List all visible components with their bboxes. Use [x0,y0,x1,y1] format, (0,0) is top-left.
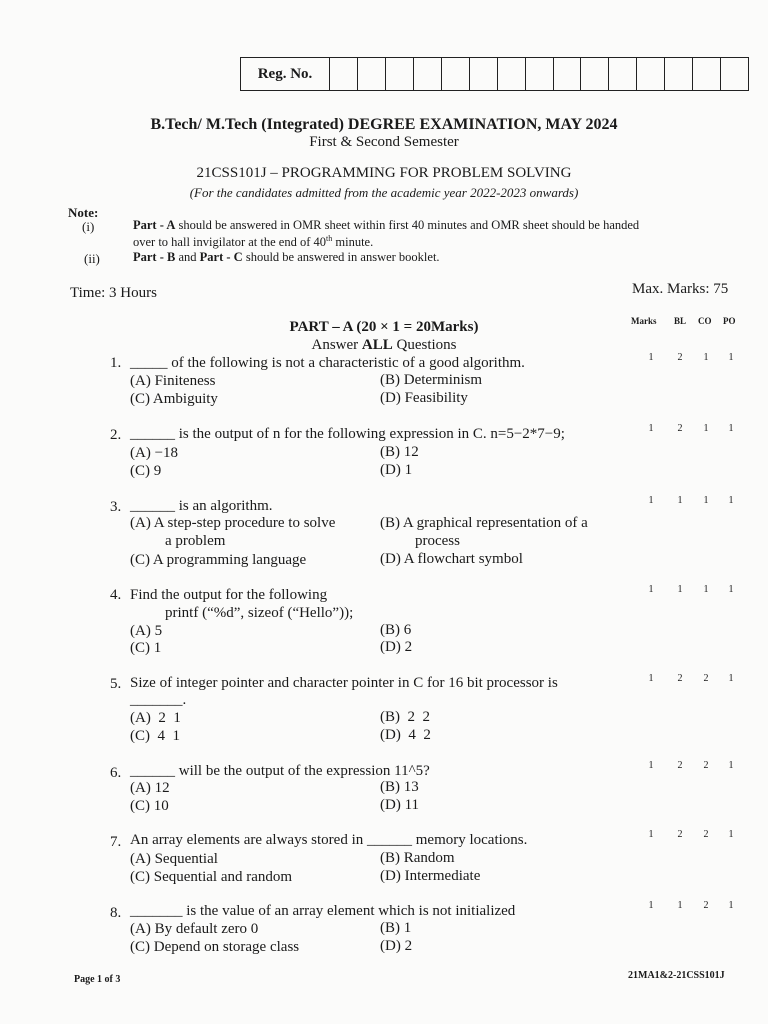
co-value: 1 [703,584,709,595]
option-c: (C) 4 1 [130,728,180,744]
paper-code: 21MA1&2-21CSS101J [628,970,725,981]
part-a-title: PART – A (20 × 1 = 20Marks) [289,319,479,335]
col-header-bl: BL [674,316,687,326]
note-2-part-c: Part - C [199,250,243,264]
po-value: 1 [728,760,734,771]
bl-value: 2 [677,673,683,684]
option-b: (B) 1 [380,920,412,936]
part-a-instr-c: Questions [392,337,457,353]
question-code: printf (“%d”, sizeof (“Hello”)); [165,605,354,621]
question-number: 7. [110,834,122,850]
question-text: ______ is the output of n for the following expression in C. n=5−2*7−9; [130,426,565,442]
reg-cell [721,58,748,90]
note-1-text: should be answered in OMR sheet within first 40 minutes and OMR sheet should be handed [175,218,640,232]
marks-value: 1 [648,673,654,684]
option-d: (D) 11 [380,797,420,813]
question-text: Find the output for the following [130,587,328,603]
po-value: 1 [728,829,734,840]
option-b: (B) 2 2 [380,709,430,725]
marks-value: 1 [648,829,654,840]
question-number: 3. [110,499,122,515]
question-number: 5. [110,676,122,692]
co-value: 1 [703,495,709,506]
option-b-continued: process [415,533,460,549]
co-value: 2 [703,900,709,911]
note-2-number: (ii) [84,251,100,266]
note-1-cont-a: over to hall invigilator at the end of 40 [133,235,327,250]
note-1 [133,218,639,233]
co-value: 2 [703,673,709,684]
co-value: 2 [703,829,709,840]
reg-cell [554,58,582,90]
marks-value: 1 [648,495,654,506]
note-2-and: and [175,250,200,264]
question-text: An array elements are always stored in ______ memory locations. [130,832,528,848]
note-2-text: should be answered in answer booklet. [242,250,440,264]
note-1-continued [133,234,373,250]
question-text: ______ will be the output of the expression 11^5? [130,763,430,779]
bl-value: 2 [677,423,683,434]
semester: First & Second Semester [309,134,459,150]
col-header-co: CO [698,316,712,326]
bl-value: 1 [677,900,683,911]
question-text: _______ is the value of an array element which is not initialized [130,903,516,919]
option-a: (A) Sequential [130,851,218,867]
col-header-marks: Marks [631,316,657,326]
reg-cell [526,58,554,90]
co-value: 2 [703,760,709,771]
option-a: (A) 12 [130,780,170,796]
note-1-cont-b: minute. [332,235,374,250]
question-text: Size of integer pointer and character pointer in C for 16 bit processor is [130,675,558,691]
note-1-sup: th [326,234,333,243]
reg-cell [693,58,721,90]
reg-cell [386,58,414,90]
po-value: 1 [728,673,734,684]
bl-value: 1 [677,584,683,595]
note-2 [133,250,440,265]
bl-value: 2 [677,760,683,771]
option-c: (C) 10 [130,798,169,814]
part-a-instr-a: Answer [311,337,362,353]
option-b: (B) 12 [380,444,419,460]
question-text: ______ is an algorithm. [130,498,273,514]
po-value: 1 [728,900,734,911]
marks-value: 1 [648,900,654,911]
reg-cell [442,58,470,90]
option-d: (D) 4 2 [380,727,431,743]
marks-value: 1 [648,584,654,595]
option-a: (A) −18 [130,445,179,461]
option-c: (C) Ambiguity [130,391,218,407]
po-value: 1 [728,495,734,506]
option-d: (D) A flowchart symbol [380,551,523,567]
option-c: (C) Sequential and random [130,869,293,885]
option-c: (C) A programming language [130,552,307,568]
option-c: (C) 9 [130,463,162,479]
note-2-part-b: Part - B [133,250,176,264]
marks-value: 1 [648,760,654,771]
reg-cell [358,58,386,90]
bl-value: 2 [677,352,683,363]
reg-cell [609,58,637,90]
admitted-note: (For the candidates admitted from the academic year 2022-2023 onwards) [189,185,579,200]
question-number: 8. [110,905,122,921]
option-c: (C) 1 [130,640,162,656]
course-title: 21CSS101J – PROGRAMMING FOR PROBLEM SOLVING [196,165,572,181]
marks-value: 1 [648,423,654,434]
option-b: (B) Random [380,850,455,866]
option-d: (D) 2 [380,639,413,655]
reg-cell [665,58,693,90]
po-value: 1 [728,584,734,595]
col-header-po: PO [723,316,736,326]
question-number: 4. [110,587,122,603]
bl-value: 2 [677,829,683,840]
option-a-continued: a problem [165,533,226,549]
co-value: 1 [703,352,709,363]
reg-cell [414,58,442,90]
question-number: 2. [110,427,122,443]
reg-cell [637,58,665,90]
question-number: 6. [110,765,122,781]
question-number: 1. [110,355,122,371]
option-a: (A) 5 [130,623,163,639]
option-a: (A) A step-step procedure to solve [130,515,336,531]
option-d: (D) 1 [380,462,413,478]
note-1-part: Part - A [133,218,176,232]
option-a: (A) 2 1 [130,710,181,726]
max-marks: Max. Marks: 75 [632,281,729,297]
option-c: (C) Depend on storage class [130,939,300,955]
part-a-instr-b: ALL [361,337,393,353]
option-a: (A) By default zero 0 [130,921,259,937]
po-value: 1 [728,423,734,434]
option-b: (B) A graphical representation of a [380,515,588,531]
reg-cell [498,58,526,90]
reg-cell [470,58,498,90]
page-number: Page 1 of 3 [74,974,121,985]
option-d: (D) Feasibility [380,390,468,406]
option-b: (B) 6 [380,622,412,638]
co-value: 1 [703,423,709,434]
reg-number-label: Reg. No. [241,58,330,90]
option-d: (D) 2 [380,938,413,954]
marks-value: 1 [648,352,654,363]
option-d: (D) Intermediate [380,868,481,884]
option-b: (B) 13 [380,779,419,795]
note-heading: Note: [68,205,99,220]
option-a: (A) Finiteness [130,373,216,389]
bl-value: 1 [677,495,683,506]
note-1-number: (i) [82,219,95,234]
question-text-continued: _______. [130,692,187,708]
reg-cell [581,58,609,90]
exam-title: B.Tech/ M.Tech (Integrated) DEGREE EXAMINATION, MAY 2024 [150,116,618,133]
option-b: (B) Determinism [380,372,483,388]
question-text: _____ of the following is not a characteristic of a good algorithm. [130,355,525,371]
reg-cell [330,58,358,90]
po-value: 1 [728,352,734,363]
reg-number-box [240,57,749,91]
time-allowed: Time: 3 Hours [70,285,157,301]
